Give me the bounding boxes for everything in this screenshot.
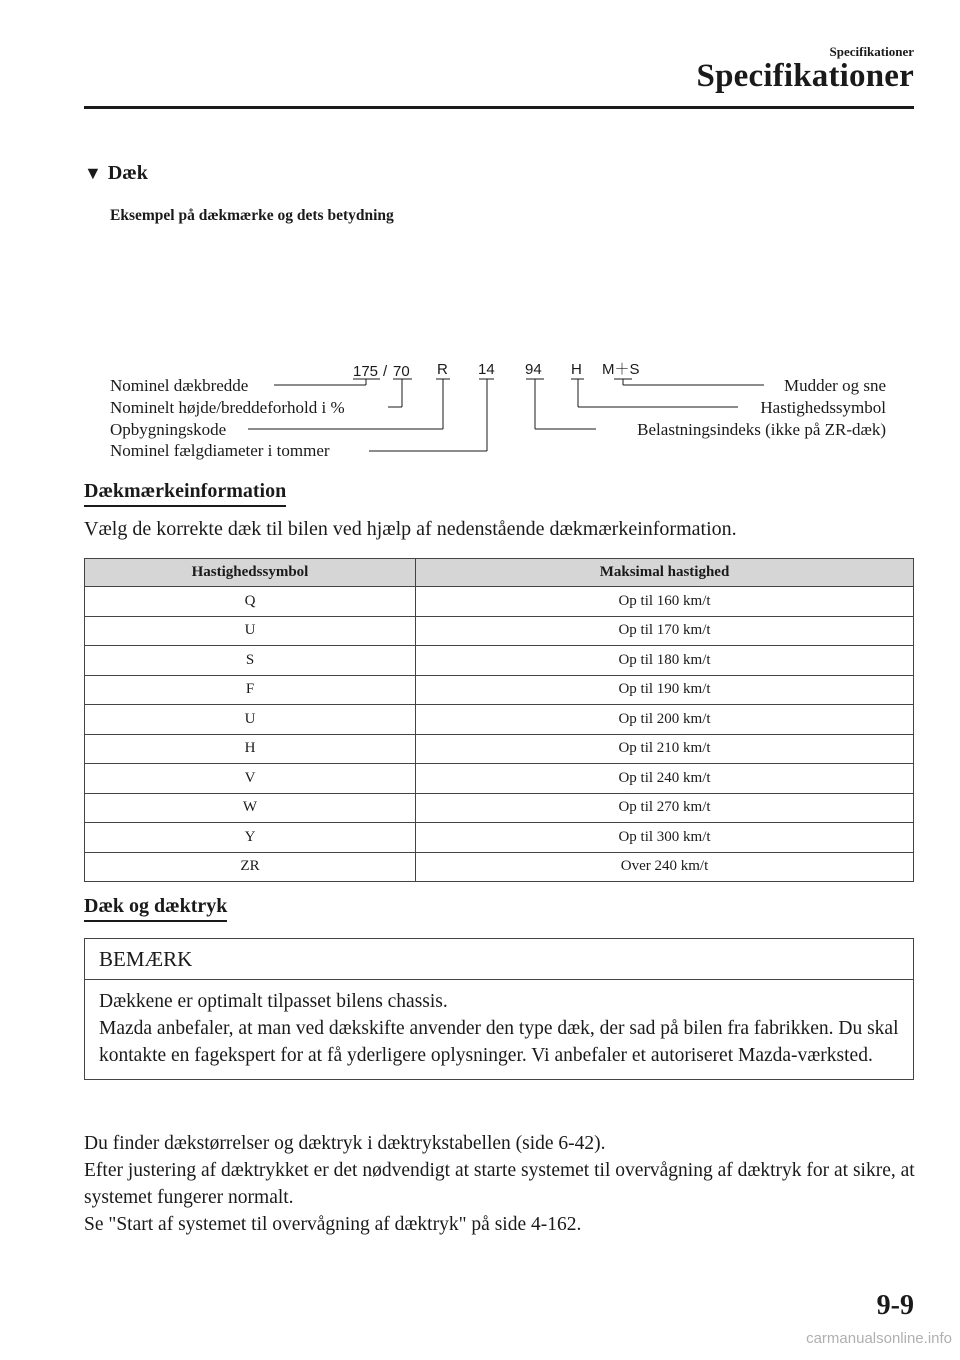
table-row (85, 646, 914, 676)
code-construction: R (437, 361, 448, 378)
note-line: Dækkene er optimalt tilpasset bilens chassis. (99, 991, 448, 1012)
cell-speed: Op til 160 km/t (416, 587, 914, 617)
cell-speed: Op til 190 km/t (416, 675, 914, 705)
tyre-pressure-heading: Dæk og dæktryk (84, 895, 227, 922)
note-title: BEMÆRK (85, 939, 913, 980)
code-slash: / (383, 363, 388, 380)
header-rule (84, 106, 914, 109)
table-header-row (85, 559, 914, 587)
label-rim-diameter: Nominel fælgdiameter i tommer (110, 441, 330, 460)
body-line: Se "Start af systemet til overvågning af dæktryk" på side 4-162. (84, 1214, 582, 1235)
note-box (84, 938, 914, 1080)
note-body (85, 980, 913, 1079)
cell-speed: Op til 240 km/t (416, 764, 914, 794)
table-row (85, 587, 914, 617)
cell-symbol: S (85, 646, 416, 676)
code-mud-snow: M＋S (602, 361, 640, 378)
cell-symbol: U (85, 705, 416, 735)
watermark: carmanualsonline.info (806, 1330, 952, 1347)
body-text (84, 1130, 924, 1238)
note-line: Mazda anbefaler, at man ved dækskifte anvender den type dæk, der sad på bilen fra fabrikken. Du skal kontakte en fagekspert for at få yderligere oplysninger. Vi anbefaler et autoriseret Mazda-værksted. (99, 1018, 899, 1066)
cell-speed: Op til 300 km/t (416, 823, 914, 853)
chapter-header-title: Specifikationer (696, 58, 914, 94)
table-row (85, 852, 914, 882)
cell-symbol: Q (85, 587, 416, 617)
cell-symbol: U (85, 616, 416, 646)
column-header-max-speed: Maksimal hastighed (416, 559, 914, 587)
table-row (85, 823, 914, 853)
table-row (85, 705, 914, 735)
cell-symbol: H (85, 734, 416, 764)
body-line: Efter justering af dæktrykket er det nødvendigt at starte systemet til overvågning af dæktryk for at sikre, at systemet fungerer normalt. (84, 1160, 915, 1208)
cell-speed: Op til 270 km/t (416, 793, 914, 823)
code-load-index: 94 (525, 361, 542, 378)
chapter-header-small: Specifikationer (829, 44, 914, 59)
label-load-index: Belastningsindeks (ikke på ZR-dæk) (637, 420, 886, 439)
code-ratio: 70 (393, 363, 410, 380)
cell-speed: Op til 170 km/t (416, 616, 914, 646)
cell-speed: Op til 180 km/t (416, 646, 914, 676)
cell-symbol: V (85, 764, 416, 794)
table-row (85, 675, 914, 705)
cell-speed: Over 240 km/t (416, 852, 914, 882)
label-speed-symbol: Hastighedssymbol (760, 398, 886, 417)
label-construction: Opbygningskode (110, 420, 227, 439)
code-speed-symbol: H (571, 361, 582, 378)
table-row (85, 764, 914, 794)
cell-speed: Op til 210 km/t (416, 734, 914, 764)
table-row (85, 734, 914, 764)
table-row (85, 793, 914, 823)
speed-symbol-table (84, 558, 914, 882)
cell-speed: Op til 200 km/t (416, 705, 914, 735)
section-subtitle: Eksempel på dækmærke og dets betydning (110, 207, 394, 224)
tyre-info-intro: Vælg de korrekte dæk til bilen ved hjælp af nedenstående dækmærkeinformation. (84, 518, 737, 540)
label-nominal-width: Nominel dækbredde (110, 376, 249, 395)
section-title (84, 162, 148, 185)
cell-symbol: W (85, 793, 416, 823)
code-rim: 14 (478, 361, 495, 378)
section-title-text: Dæk (107, 162, 148, 184)
label-mud-snow: Mudder og sne (784, 376, 886, 395)
code-width: 175 (353, 363, 379, 380)
cell-symbol: ZR (85, 852, 416, 882)
cell-symbol: Y (85, 823, 416, 853)
page-number: 9-9 (876, 1290, 914, 1321)
body-line: Du finder dækstørrelser og dæktryk i dæktrykstabellen (side 6-42). (84, 1133, 606, 1154)
cell-symbol: F (85, 675, 416, 705)
triangle-down-icon: ▼ (84, 163, 102, 183)
tyre-marking-diagram (84, 350, 914, 465)
tyre-info-heading: Dækmærkeinformation (84, 480, 286, 507)
table-row (85, 616, 914, 646)
label-aspect-ratio: Nominelt højde/breddeforhold i % (110, 398, 345, 417)
column-header-speed-symbol: Hastighedssymbol (85, 559, 416, 587)
